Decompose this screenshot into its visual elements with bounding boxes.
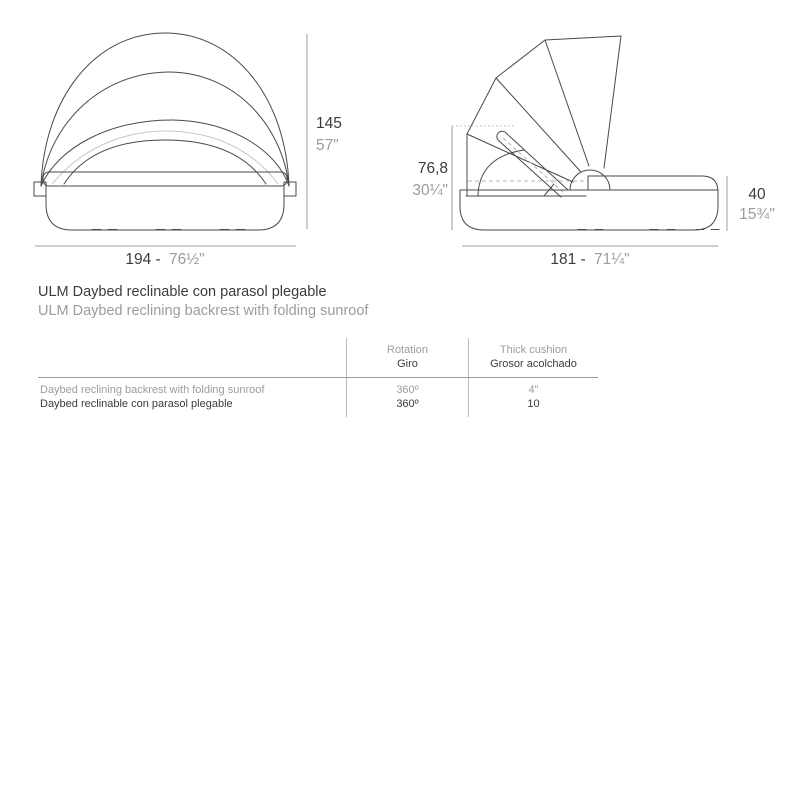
product-name-es: Daybed reclinable con parasol plegable — [40, 398, 233, 410]
rotation-value-es: 360º — [396, 398, 419, 410]
product-name-cell — [38, 378, 346, 417]
product-name-en: Daybed reclining backrest with folding sunroof — [40, 384, 265, 396]
cushion-value-cm: 10 — [527, 398, 540, 410]
spec-table — [38, 338, 598, 417]
cushion-value-cell — [468, 378, 598, 417]
front-width-imperial: 76½" — [168, 251, 205, 268]
cushion-header-es: Grosor acolchado — [490, 358, 577, 370]
front-width-metric: 194 - — [125, 251, 161, 268]
product-title-en: ULM Daybed reclining backrest with folding sunroof — [38, 303, 369, 319]
backrest-hidden-line — [503, 138, 564, 193]
spec-header-product — [38, 338, 346, 378]
side-width-imperial: 71¼" — [593, 251, 630, 268]
product-title — [38, 283, 800, 321]
rotation-value-cell — [346, 378, 468, 417]
product-title-es: ULM Daybed reclinable con parasol plegable — [38, 284, 327, 300]
base-height-imperial-label: 15¾" — [739, 206, 775, 223]
fan-hub — [570, 170, 610, 190]
mattress-cushion — [43, 172, 287, 186]
sunroof-arc-faint — [52, 131, 278, 184]
cushion-header-en: Thick cushion — [499, 344, 568, 356]
base-height-metric-label: 40 — [748, 186, 766, 203]
rotation-header-es: Giro — [397, 358, 418, 370]
front-height-imperial-label: 57" — [316, 137, 339, 154]
rotation-value-en: 360º — [396, 384, 419, 396]
sunroof-arc-middle — [41, 72, 289, 186]
technical-drawings — [0, 0, 800, 280]
spec-header-cushion — [468, 338, 598, 378]
front-view-drawing — [34, 33, 342, 268]
backrest-height-imperial-label: 30¼" — [412, 182, 448, 199]
side-view-drawing — [412, 36, 775, 268]
fan-spokes — [496, 40, 589, 172]
backrest-outline — [64, 140, 266, 184]
cushion-value-inches: 4" — [528, 384, 539, 396]
base-outline — [46, 186, 284, 230]
front-width-label — [125, 251, 204, 268]
spec-header-rotation — [346, 338, 468, 378]
side-width-label — [550, 251, 629, 268]
side-width-metric: 181 - — [550, 251, 586, 268]
front-height-metric-label: 145 — [316, 115, 342, 132]
spec-table-body-row — [38, 378, 598, 417]
backrest-height-metric-label: 76,8 — [417, 160, 448, 177]
rotation-header-en: Rotation — [387, 344, 428, 356]
spec-table-header-row — [38, 338, 598, 378]
sunroof-arc-inner — [41, 120, 289, 186]
fan-envelope — [467, 36, 621, 168]
